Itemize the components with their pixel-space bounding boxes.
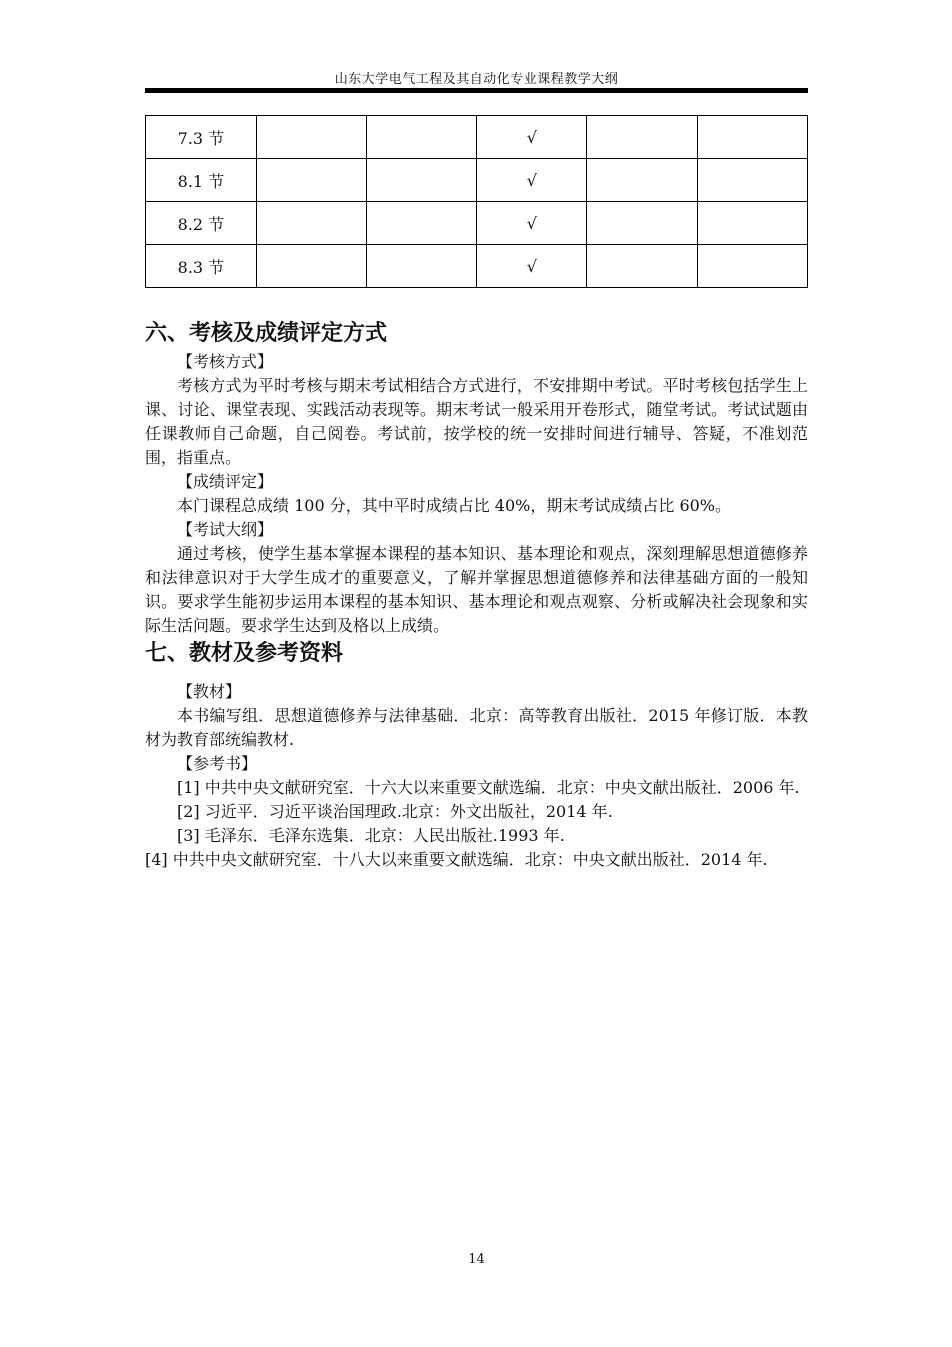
table-cell bbox=[698, 159, 808, 202]
check-cell: √ bbox=[477, 159, 587, 202]
check-cell: √ bbox=[477, 116, 587, 159]
section-cell: 8.1 节 bbox=[146, 159, 257, 202]
textbook-text: 本书编写组．思想道德修养与法律基础．北京：高等教育出版社．2015 年修订版．本教材为教育部统编教材. bbox=[145, 706, 808, 749]
table-cell bbox=[256, 245, 366, 288]
reference-item: [2] 习近平．习近平谈治国理政.北京：外文出版社，2014 年. bbox=[177, 802, 613, 821]
table-row bbox=[146, 116, 808, 159]
outline-text: 通过考核，使学生基本掌握本课程的基本知识、基本理论和观点，深刻理解思想道德修养和法律意识对于大学生成才的重要意义，了解并掌握思想道德修养和法律基础方面的一般知识。要求学生能初步运用本课程的基本知识、基本理论和观点观察、分析或解决社会现象和实际生活问题。要求学生达到及格以上成绩。 bbox=[145, 544, 808, 635]
table-cell bbox=[587, 116, 698, 159]
page-number: 14 bbox=[468, 1252, 485, 1267]
header-rule bbox=[145, 88, 808, 93]
references-label: 【参考书】 bbox=[177, 754, 258, 773]
table-cell bbox=[698, 245, 808, 288]
table-cell bbox=[366, 159, 477, 202]
table-cell bbox=[587, 202, 698, 245]
grading-label: 【成绩评定】 bbox=[177, 472, 274, 491]
section-cell: 7.3 节 bbox=[146, 116, 257, 159]
reference-item: [4] 中共中央文献研究室．十八大以来重要文献选编．北京：中央文献出版社．2014 年. bbox=[145, 850, 768, 869]
table-cell bbox=[587, 159, 698, 202]
grading-text: 本门课程总成绩 100 分，其中平时成绩占比 40%，期末考试成绩占比 60%。 bbox=[177, 496, 732, 515]
check-cell: √ bbox=[477, 245, 587, 288]
table-row bbox=[146, 202, 808, 245]
table-cell bbox=[587, 245, 698, 288]
table-cell bbox=[698, 116, 808, 159]
table-cell bbox=[256, 202, 366, 245]
textbook-label: 【教材】 bbox=[177, 682, 242, 701]
running-header: 山东大学电气工程及其自动化专业课程教学大纲 bbox=[334, 72, 619, 87]
method-text: 考核方式为平时考核与期末考试相结合方式进行，不安排期中考试。平时考核包括学生上课、讨论、课堂表现、实践活动表现等。期末考试一般采用开卷形式，随堂考试。考试试题由任课教师自己命题，自己阅卷。考试前，按学校的统一安排时间进行辅导、答疑，不准划范围，指重点。 bbox=[145, 376, 808, 467]
table-cell bbox=[256, 116, 366, 159]
table-row bbox=[146, 245, 808, 288]
reference-item: [3] 毛泽东．毛泽东选集．北京：人民出版社.1993 年. bbox=[177, 826, 565, 845]
document-body bbox=[145, 318, 808, 872]
table-cell bbox=[256, 159, 366, 202]
table-cell bbox=[698, 202, 808, 245]
reference-item: [1] 中共中央文献研究室．十六大以来重要文献选编．北京：中央文献出版社．2006 年. bbox=[177, 778, 800, 797]
table-cell bbox=[366, 116, 477, 159]
section-cell: 8.3 节 bbox=[146, 245, 257, 288]
section-table bbox=[145, 115, 808, 288]
assessment-heading: 六、考核及成绩评定方式 bbox=[145, 321, 388, 346]
table-cell bbox=[366, 245, 477, 288]
check-cell: √ bbox=[477, 202, 587, 245]
table-cell bbox=[366, 202, 477, 245]
table-row bbox=[146, 159, 808, 202]
section-cell: 8.2 节 bbox=[146, 202, 257, 245]
outline-label: 【考试大纲】 bbox=[177, 520, 274, 539]
method-label: 【考核方式】 bbox=[177, 352, 274, 371]
materials-heading: 七、教材及参考资料 bbox=[145, 641, 344, 666]
